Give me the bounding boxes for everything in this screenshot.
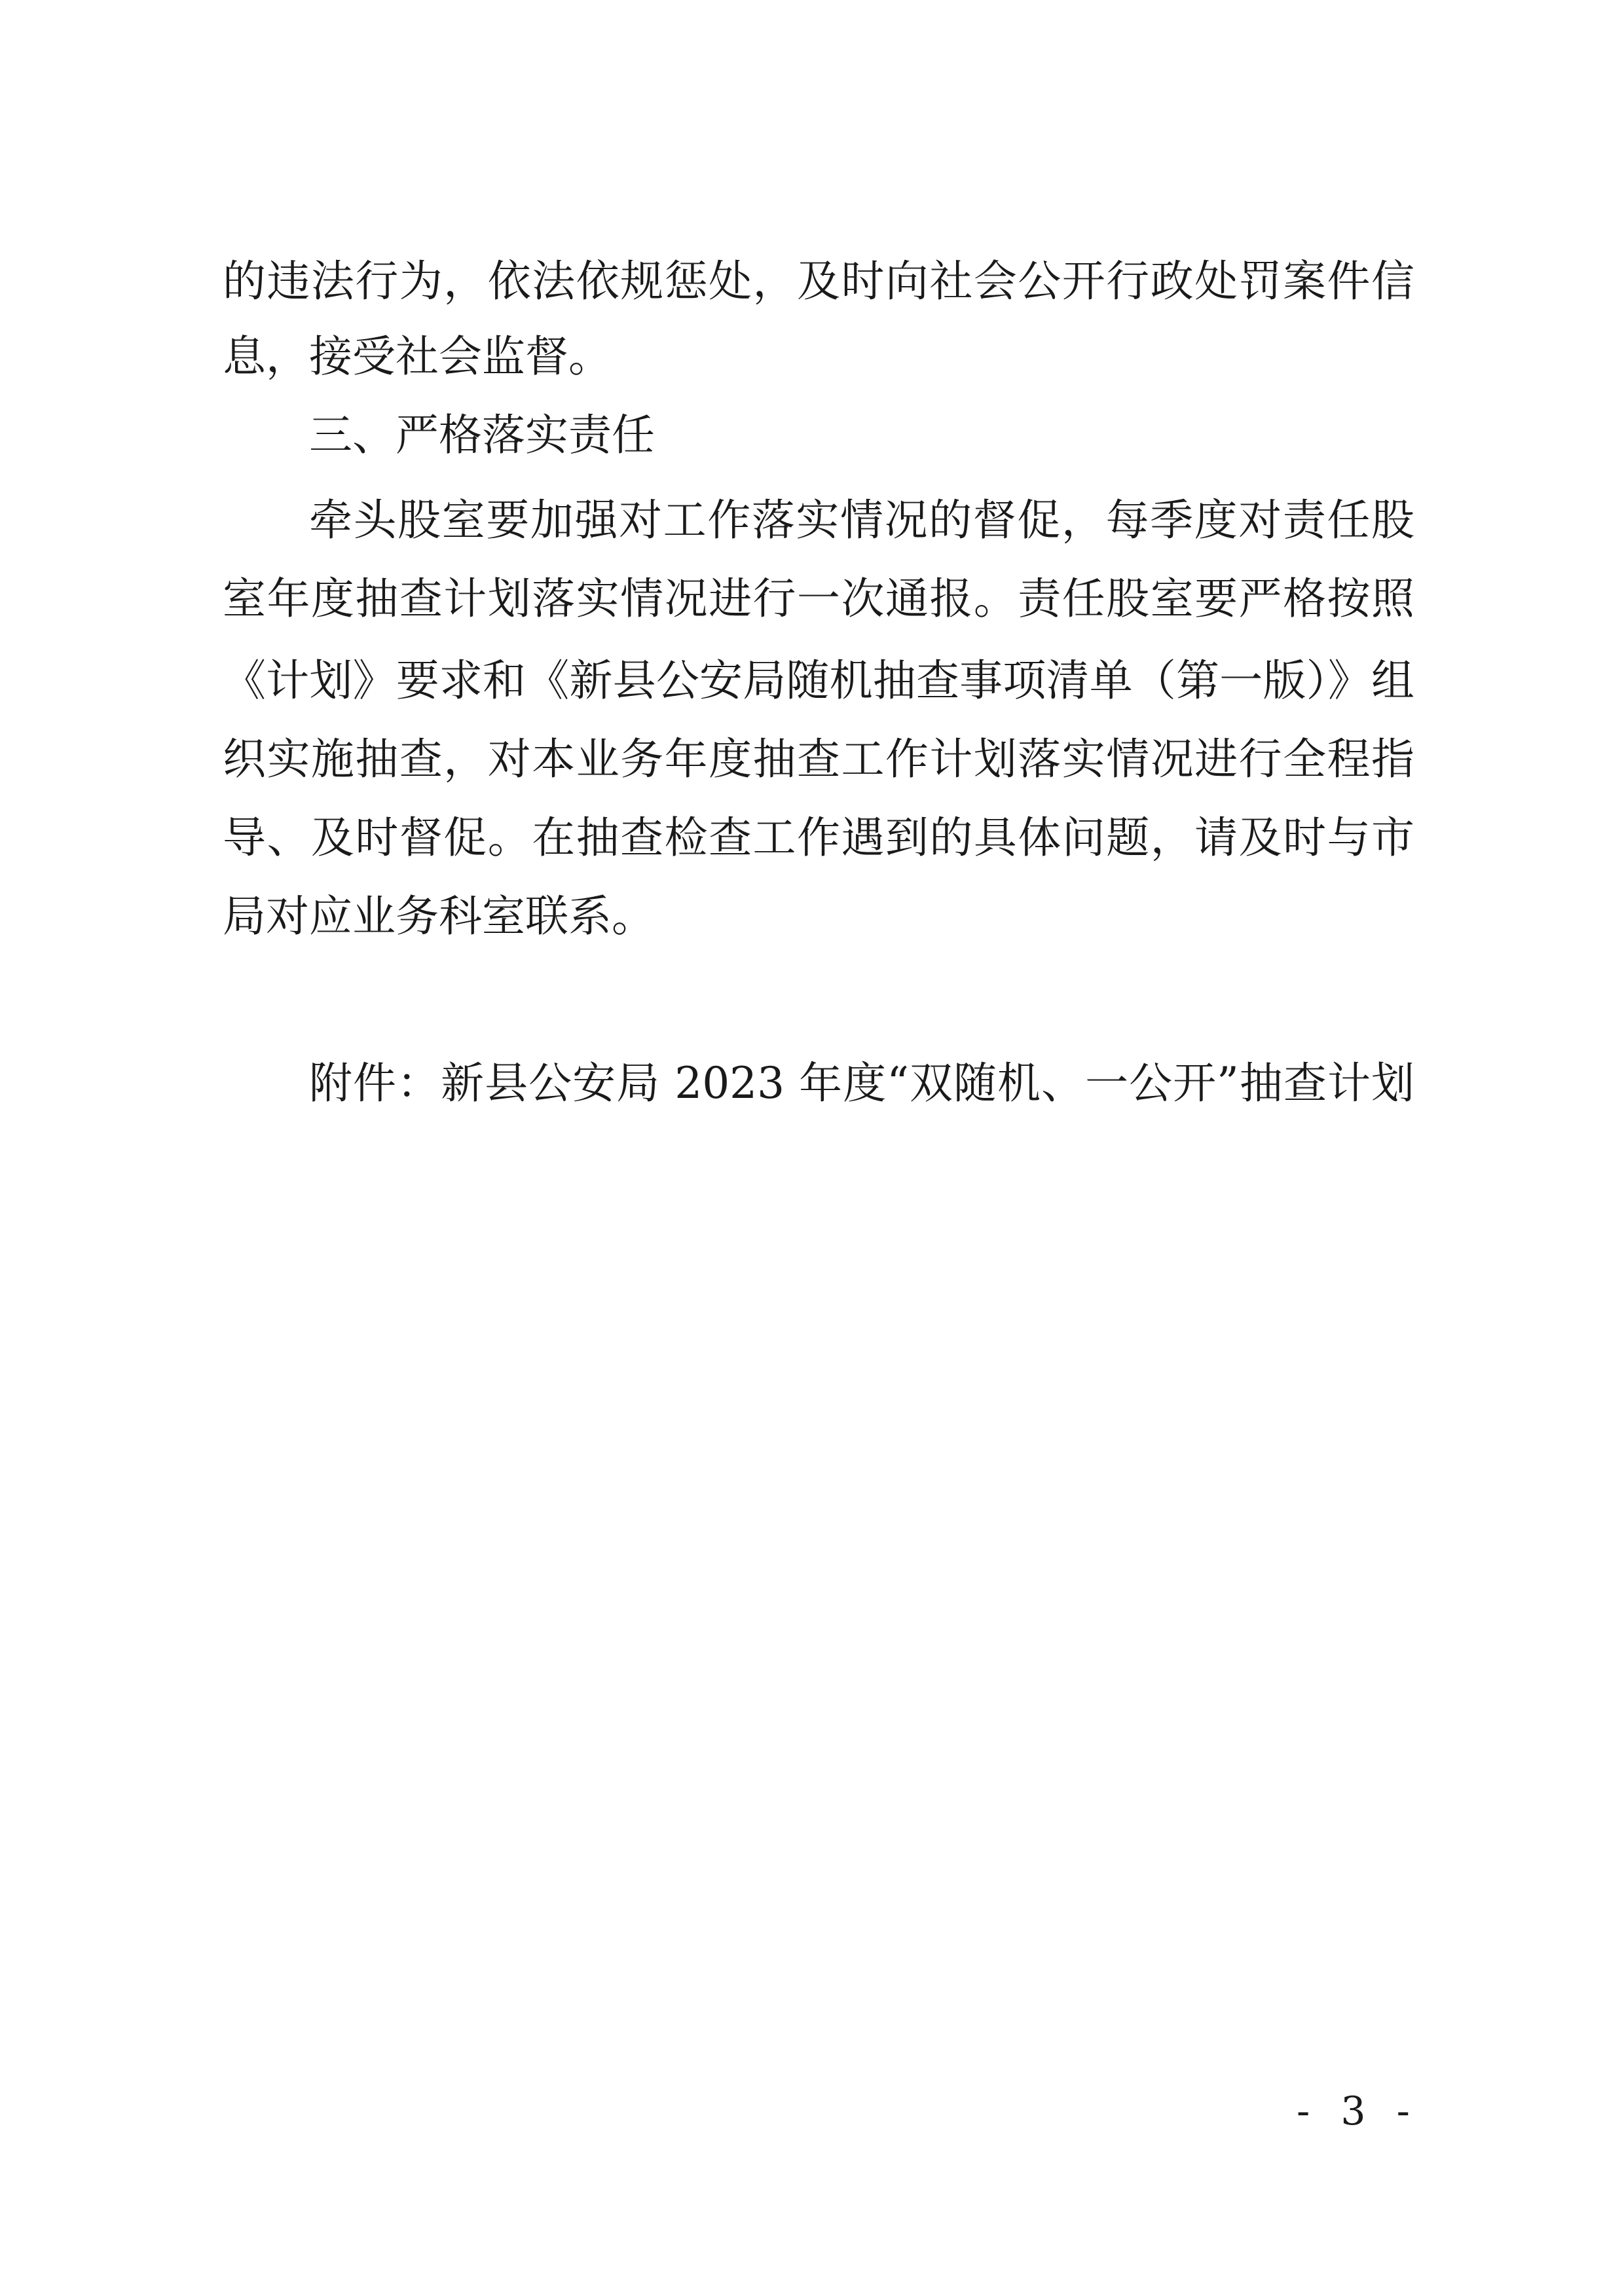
body-text-line: 《计划》要求和《新县公安局随机抽查事项清单（第一版）》组 bbox=[223, 655, 1414, 706]
body-text-line: 织实施抽查，对本业务年度抽查工作计划落实情况进行全程指 bbox=[223, 734, 1414, 784]
body-text-line: 的违法行为，依法依规惩处，及时向社会公开行政处罚案件信 bbox=[223, 256, 1414, 306]
body-text-line: 室年度抽查计划落实情况进行一次通报。责任股室要严格按照 bbox=[223, 574, 1414, 624]
attachment-note: 附件：新县公安局 2023 年度“双随机、一公开”抽查计划 bbox=[309, 1058, 1414, 1108]
body-text-line: 息，接受社会监督。 bbox=[223, 331, 612, 382]
body-text-line: 导、及时督促。在抽查检查工作遇到的具体问题，请及时与市 bbox=[223, 812, 1414, 863]
body-text-line: 牵头股室要加强对工作落实情况的督促，每季度对责任股 bbox=[309, 495, 1414, 545]
body-text-line: 局对应业务科室联系。 bbox=[223, 891, 655, 941]
page-number: - 3 - bbox=[1297, 2088, 1419, 2134]
section-heading: 三、严格落实责任 bbox=[309, 410, 655, 460]
